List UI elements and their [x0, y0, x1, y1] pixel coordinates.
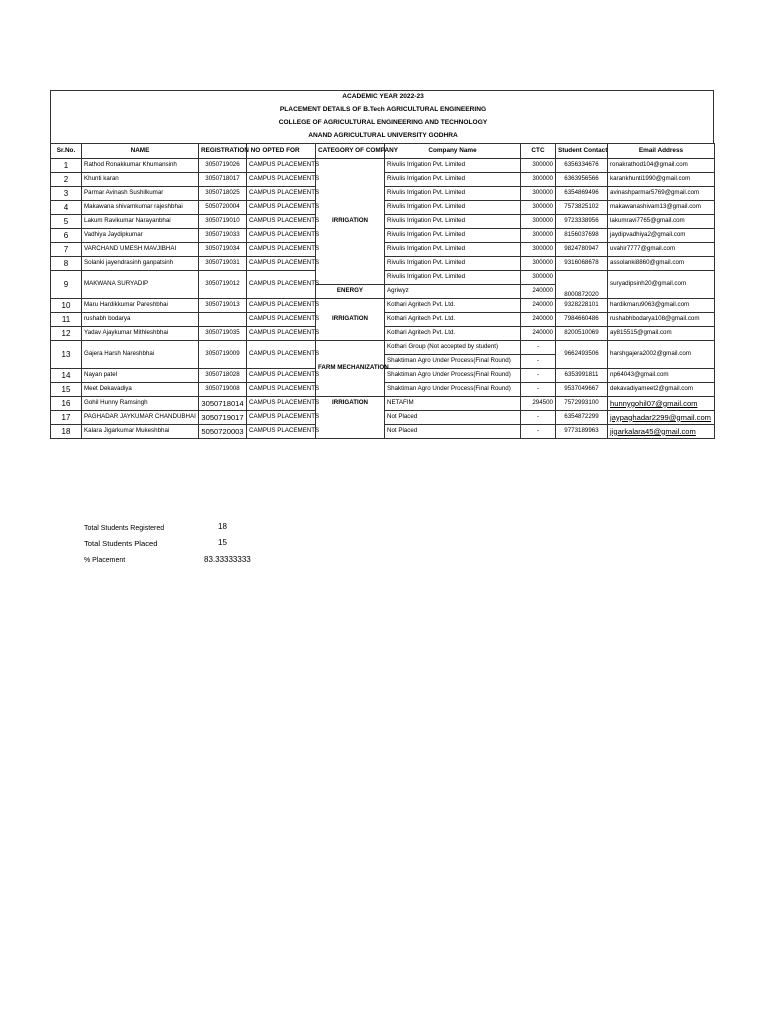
sr-cell: 1 — [51, 159, 82, 173]
company-cell: Kothari Group (Not accepted by student) — [385, 341, 521, 355]
opted-cell: CAMPUS PLACEMENTS — [247, 383, 316, 397]
company-cell: Rivulis Irrigation Pvt. Limited — [385, 187, 521, 201]
opted-cell: CAMPUS PLACEMENTS — [247, 243, 316, 257]
sr-cell: 6 — [51, 229, 82, 243]
percent-label: % Placement — [84, 557, 126, 564]
name-cell: Vadhiya Jaydipkumar — [82, 229, 199, 243]
reg-cell: 3050719017 — [199, 411, 247, 425]
email-cell: hardikmaru9063@gmail.com — [608, 299, 715, 313]
sr-cell: 5 — [51, 215, 82, 229]
col-contact: Student Contact — [556, 144, 608, 159]
contact-cell: 6356334676 — [556, 159, 608, 173]
name-cell: Yadav Ajaykumar Mithleshbhai — [82, 327, 199, 341]
email-link[interactable]: jaypaghadar2299@gmail.com — [608, 411, 715, 425]
company-cell: Rivulis Irrigation Pvt. Limited — [385, 173, 521, 187]
company-cell: Kothari Agritech Pvt. Ltd. — [385, 313, 521, 327]
table-row — [51, 341, 715, 355]
reg-cell: 3050719035 — [199, 327, 247, 341]
contact-cell: 8200510069 — [556, 327, 608, 341]
reg-cell: 5050720003 — [199, 425, 247, 439]
contact-cell: 7573825102 — [556, 201, 608, 215]
contact-cell: 9824780947 — [556, 243, 608, 257]
col-email: Email Address — [608, 144, 715, 159]
category-cell: IRRIGATION — [316, 159, 385, 285]
reg-cell: 3050719008 — [199, 383, 247, 397]
table-row — [51, 159, 715, 173]
opted-cell: CAMPUS PLACEMENTS — [247, 425, 316, 439]
registered-label: Total Students Registered — [84, 525, 165, 532]
contact-cell: 9773189963 — [556, 425, 608, 439]
email-cell: assolanki8860@gmail.com — [608, 257, 715, 271]
reg-cell: 3050719031 — [199, 257, 247, 271]
contact-cell: 8000872020 — [556, 271, 608, 299]
name-cell: VARCHAND UMESH MAVJIBHAI — [82, 243, 199, 257]
ctc-cell: 240000 — [521, 299, 556, 313]
name-cell: Parmar Avinash Sushilkumar — [82, 187, 199, 201]
reg-cell: 3050719009 — [199, 341, 247, 369]
opted-cell: CAMPUS PLACEMENTS — [247, 271, 316, 299]
sr-cell: 9 — [51, 271, 82, 299]
sr-cell: 11 — [51, 313, 82, 327]
sr-cell: 10 — [51, 299, 82, 313]
name-cell: Rathod Ronakkumar Khumansinh — [82, 159, 199, 173]
opted-cell: CAMPUS PLACEMENTS — [247, 229, 316, 243]
table-row — [51, 397, 715, 411]
name-cell: Khunti karan — [82, 173, 199, 187]
col-ctc: CTC — [521, 144, 556, 159]
company-cell: Rivulis Irrigation Pvt. Limited — [385, 159, 521, 173]
placed-label: Total Students Placed — [84, 539, 158, 548]
ctc-cell: - — [521, 411, 556, 425]
opted-cell: CAMPUS PLACEMENTS — [247, 215, 316, 229]
company-cell: Rivulis Irrigation Pvt. Limited — [385, 201, 521, 215]
ctc-cell: 240000 — [521, 285, 556, 299]
sr-cell: 13 — [51, 341, 82, 369]
reg-cell: 3050719013 — [199, 299, 247, 313]
ctc-cell: 240000 — [521, 313, 556, 327]
ctc-cell: 300000 — [521, 243, 556, 257]
sr-cell: 14 — [51, 369, 82, 383]
name-cell: Lakum Ravikumar Narayanbhai — [82, 215, 199, 229]
email-cell: makawanashivam13@gmail.com — [608, 201, 715, 215]
company-cell: Shaktiman Agro Under Process(Final Round) — [385, 369, 521, 383]
column-header-row — [51, 144, 715, 159]
opted-cell: CAMPUS PLACEMENTS — [247, 397, 316, 411]
report-header — [50, 90, 714, 143]
name-cell: Maru Hardikkumar Pareshbhai — [82, 299, 199, 313]
company-cell: Rivulis Irrigation Pvt. Limited — [385, 215, 521, 229]
reg-cell: 3050719034 — [199, 243, 247, 257]
reg-cell: 3050718014 — [199, 397, 247, 411]
name-cell: Solanki jayendrasinh ganpatsinh — [82, 257, 199, 271]
company-cell: Kothari Agritech Pvt. Ltd. — [385, 327, 521, 341]
placement-table — [50, 143, 715, 439]
ctc-cell: 300000 — [521, 271, 556, 285]
email-cell: harshgajera2002@gmail.com — [608, 341, 715, 369]
reg-cell: 3050719010 — [199, 215, 247, 229]
opted-cell: CAMPUS PLACEMENTS — [247, 201, 316, 215]
sr-cell: 12 — [51, 327, 82, 341]
opted-cell: CAMPUS PLACEMENTS — [247, 341, 316, 369]
company-cell: Kothari Agritech Pvt. Ltd. — [385, 299, 521, 313]
ctc-cell: - — [521, 355, 556, 369]
opted-cell: CAMPUS PLACEMENTS — [247, 327, 316, 341]
ctc-cell: 300000 — [521, 201, 556, 215]
contact-cell: 9662493506 — [556, 341, 608, 369]
opted-cell: CAMPUS PLACEMENTS — [247, 159, 316, 173]
email-cell: dekavadiyameet2@gmail.com — [608, 383, 715, 397]
company-cell: Not Placed — [385, 411, 521, 425]
sr-cell: 8 — [51, 257, 82, 271]
col-name: NAME — [82, 144, 199, 159]
col-sr: Sr.No. — [51, 144, 82, 159]
ctc-cell: - — [521, 425, 556, 439]
name-cell: Gohil Hunny Ramsingh — [82, 397, 199, 411]
ctc-cell: 300000 — [521, 173, 556, 187]
company-cell: NETAFIM — [385, 397, 521, 411]
sr-cell: 15 — [51, 383, 82, 397]
email-cell: lakumravi7765@gmail.com — [608, 215, 715, 229]
col-opted: OPTED FOR — [247, 144, 316, 159]
reg-cell: 3050719033 — [199, 229, 247, 243]
ctc-cell: 300000 — [521, 159, 556, 173]
reg-cell: 3050718017 — [199, 173, 247, 187]
ctc-cell: 294500 — [521, 397, 556, 411]
company-cell: Shaktiman Agro Under Process(Final Round) — [385, 355, 521, 369]
contact-cell: 9316068678 — [556, 257, 608, 271]
opted-cell: CAMPUS PLACEMENTS — [247, 187, 316, 201]
category-cell: FARM MECHANIZATION — [316, 341, 385, 397]
email-cell: np64043@gmail.com — [608, 369, 715, 383]
company-cell: Shaktiman Agro Under Process(Final Round) — [385, 383, 521, 397]
sr-cell: 18 — [51, 425, 82, 439]
ctc-cell: 300000 — [521, 215, 556, 229]
email-cell: suryadipsinh20@gmail.com — [608, 271, 715, 299]
email-cell: uvahir7777@gmail.com — [608, 243, 715, 257]
email-link[interactable]: jigarkalara45@gmail.com — [608, 425, 715, 439]
reg-cell: 3050719012 — [199, 271, 247, 299]
reg-cell: 3050718025 — [199, 187, 247, 201]
company-cell: Agriwyz — [385, 285, 521, 299]
table-row — [51, 299, 715, 313]
placement-sheet — [50, 90, 714, 439]
opted-cell: CAMPUS PLACEMENTS — [247, 299, 316, 313]
email-cell: ay815515@gmail.com — [608, 327, 715, 341]
name-cell: Kalara Jigarkumar Mukeshbhai — [82, 425, 199, 439]
ctc-cell: - — [521, 341, 556, 355]
company-cell: Rivulis Irrigation Pvt. Limited — [385, 229, 521, 243]
opted-cell: CAMPUS PLACEMENTS — [247, 411, 316, 425]
company-cell: Rivulis Irrigation Pvt. Limited — [385, 271, 521, 285]
email-cell: rushabhbodarya108@gmail.com — [608, 313, 715, 327]
opted-cell: CAMPUS PLACEMENTS — [247, 313, 316, 327]
col-company: Company Name — [385, 144, 521, 159]
name-cell: Gajera Harsh Nareshbhai — [82, 341, 199, 369]
sr-cell: 7 — [51, 243, 82, 257]
sr-cell: 2 — [51, 173, 82, 187]
ctc-cell: 300000 — [521, 229, 556, 243]
contact-cell: 6354872299 — [556, 411, 608, 425]
reg-cell: 3050718028 — [199, 369, 247, 383]
header-placement-title: PLACEMENT DETAILS OF B.Tech AGRICULTURAL ENGINEERING — [279, 106, 487, 114]
reg-cell — [199, 313, 247, 327]
sr-cell: 16 — [51, 397, 82, 411]
contact-cell: 9723338956 — [556, 215, 608, 229]
email-link[interactable]: hunnygohil07@gmail.com — [608, 397, 715, 411]
contact-cell: 6353991811 — [556, 369, 608, 383]
ctc-cell: 300000 — [521, 187, 556, 201]
contact-cell: 7984660486 — [556, 313, 608, 327]
reg-cell: 3050719026 — [199, 159, 247, 173]
ctc-cell: - — [521, 383, 556, 397]
email-cell: avinashparmar5769@gmail.com — [608, 187, 715, 201]
contact-cell: 8156037698 — [556, 229, 608, 243]
company-cell: Rivulis Irrigation Pvt. Limited — [385, 257, 521, 271]
company-cell: Rivulis Irrigation Pvt. Limited — [385, 243, 521, 257]
contact-cell: 9328228101 — [556, 299, 608, 313]
header-college: COLLEGE OF AGRICULTURAL ENGINEERING AND TECHNOLOGY — [278, 119, 488, 127]
category-cell: ENERGY — [316, 285, 385, 299]
company-cell: Not Placed — [385, 425, 521, 439]
ctc-cell: 300000 — [521, 257, 556, 271]
category-cell: IRRIGATION — [316, 397, 385, 439]
sr-cell: 17 — [51, 411, 82, 425]
reg-cell: 5050720004 — [199, 201, 247, 215]
category-cell: IRRIGATION — [316, 299, 385, 341]
opted-cell: CAMPUS PLACEMENTS — [247, 257, 316, 271]
sr-cell: 4 — [51, 201, 82, 215]
col-category: CATEGORY OF COMPANY — [316, 144, 385, 159]
email-cell: karankhunti1990@gmail.com — [608, 173, 715, 187]
contact-cell: 9537049667 — [556, 383, 608, 397]
sr-cell: 3 — [51, 187, 82, 201]
name-cell: Meet Dekavadiya — [82, 383, 199, 397]
ctc-cell: - — [521, 369, 556, 383]
col-reg: REGISTRATION NO — [199, 144, 247, 159]
percent-value: 83.33333333 — [204, 555, 251, 564]
email-cell: ronakrathod104@gmail.com — [608, 159, 715, 173]
name-cell: Nayan patel — [82, 369, 199, 383]
contact-cell: 6354869496 — [556, 187, 608, 201]
opted-cell: CAMPUS PLACEMENTS — [247, 173, 316, 187]
contact-cell: 7572993100 — [556, 397, 608, 411]
placed-value: 15 — [218, 538, 227, 547]
header-university: ANAND AGRICULTURAL UNIVERSITY GODHRA — [308, 132, 458, 140]
name-cell: PAGHADAR JAYKUMAR CHANDUBHAI — [82, 411, 199, 425]
name-cell: rushabh bodarya — [82, 313, 199, 327]
email-cell: jaydipvadhiya2@gmail.com — [608, 229, 715, 243]
contact-cell: 6363956566 — [556, 173, 608, 187]
name-cell: MAKWANA SURYADIP — [82, 271, 199, 299]
opted-cell: CAMPUS PLACEMENTS — [247, 369, 316, 383]
name-cell: Makawana shivamkumar rajeshbhai — [82, 201, 199, 215]
ctc-cell: 240000 — [521, 327, 556, 341]
header-academic-year: ACADEMIC YEAR 2022-23 — [342, 93, 424, 101]
registered-value: 18 — [218, 522, 227, 531]
